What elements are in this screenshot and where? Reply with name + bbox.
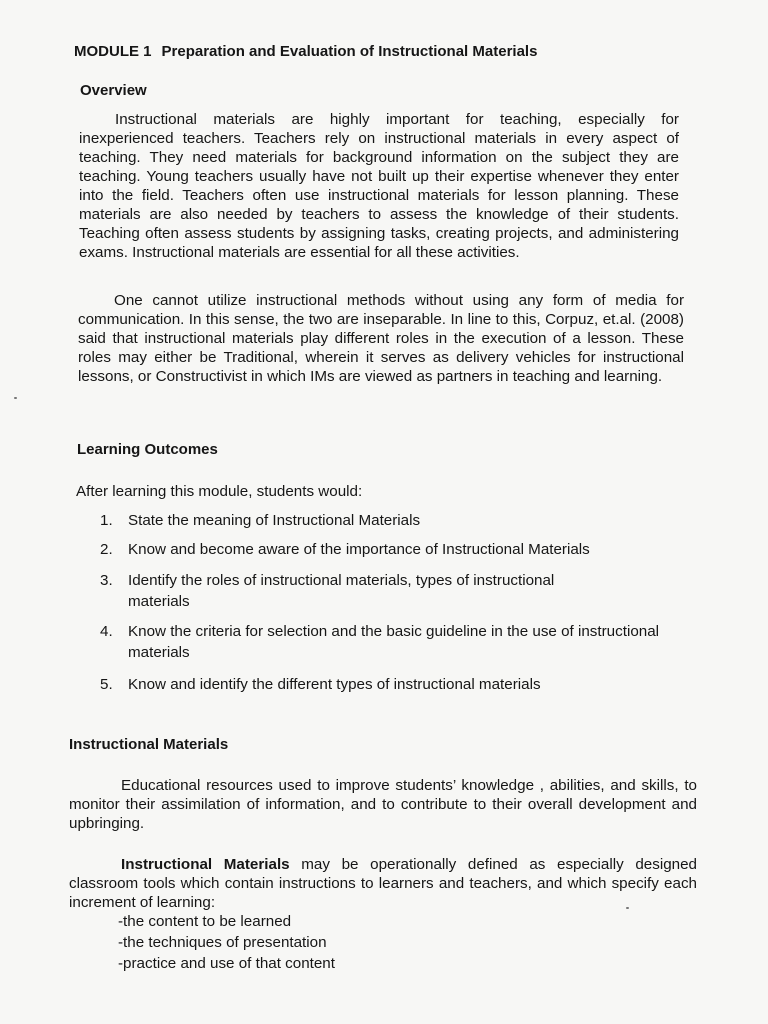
list-item-text: Know the criteria for selection and the basic guideline in the use of instructional materials xyxy=(128,623,660,661)
list-item xyxy=(100,539,660,560)
list-item-number: 4. xyxy=(100,623,113,640)
list-item: -the techniques of presentation xyxy=(118,934,327,951)
list-item: -the content to be learned xyxy=(118,913,292,930)
module-title xyxy=(74,43,537,60)
instructional-materials-heading: Instructional Materials xyxy=(69,736,229,753)
overview-paragraph-2: One cannot utilize instructional methods without using any form of media for communication. In this sense, the two are inseparable. In line to this, Corpuz, et.al. (2008) said that instructional materials play different roles in the execution of a lesson. These roles may either be Traditional, wherein it serves as delivery vehicles for instructional lessons, or Constructivist in which IMs are viewed as partners in teaching and learning. xyxy=(78,292,684,385)
definition-paragraph xyxy=(69,855,697,913)
list-item xyxy=(100,674,660,695)
definition-term: Instructional Materials xyxy=(121,856,290,873)
overview-heading: Overview xyxy=(80,82,147,99)
module-number: MODULE 1 xyxy=(74,43,152,60)
list-item xyxy=(100,570,620,612)
instructional-materials-paragraph: Educational resources used to improve students’ knowledge , abilities, and skills, to monitor their assimilation of information, and to contribute to their overall development and upbringing. xyxy=(69,777,697,833)
scan-speck xyxy=(14,397,17,399)
learning-outcomes-heading: Learning Outcomes xyxy=(77,441,218,458)
list-item-number: 2. xyxy=(100,541,113,558)
scan-speck xyxy=(626,907,629,909)
list-item xyxy=(100,621,670,663)
overview-paragraph-1: Instructional materials are highly important for teaching, especially for inexperienced teachers. Teachers rely on instructional materials in every aspect of teaching. They need materials for background information on the subject they are teaching. Young teachers usually have not built up their expertise whenever they enter into the field. Teachers often use instructional materials for lesson planning. These materials are also needed by teachers to assess the knowledge of their students. Teaching often assess students by assigning tasks, creating projects, and administering exams. Instructional materials are essential for all these activities. xyxy=(79,111,679,261)
list-item-text: State the meaning of Instructional Materials xyxy=(128,512,421,529)
module-title-text: Preparation and Evaluation of Instructional Materials xyxy=(161,43,538,60)
list-item xyxy=(100,510,660,531)
definition-text: may be operationally defined as especially designed classroom tools which contain instructions to learners and teachers, and which specify each increment of learning: xyxy=(69,856,697,912)
list-item-text: Identify the roles of instructional materials, types of instructional materials xyxy=(128,572,555,610)
list-item-text: Know and become aware of the importance of Instructional Materials xyxy=(128,541,590,558)
list-item-text: Know and identify the different types of instructional materials xyxy=(128,676,541,693)
learning-outcomes-intro: After learning this module, students would: xyxy=(76,483,363,500)
list-item-number: 1. xyxy=(100,512,113,529)
list-item-number: 3. xyxy=(100,572,113,589)
list-item-number: 5. xyxy=(100,676,113,693)
list-item: -practice and use of that content xyxy=(118,955,335,972)
